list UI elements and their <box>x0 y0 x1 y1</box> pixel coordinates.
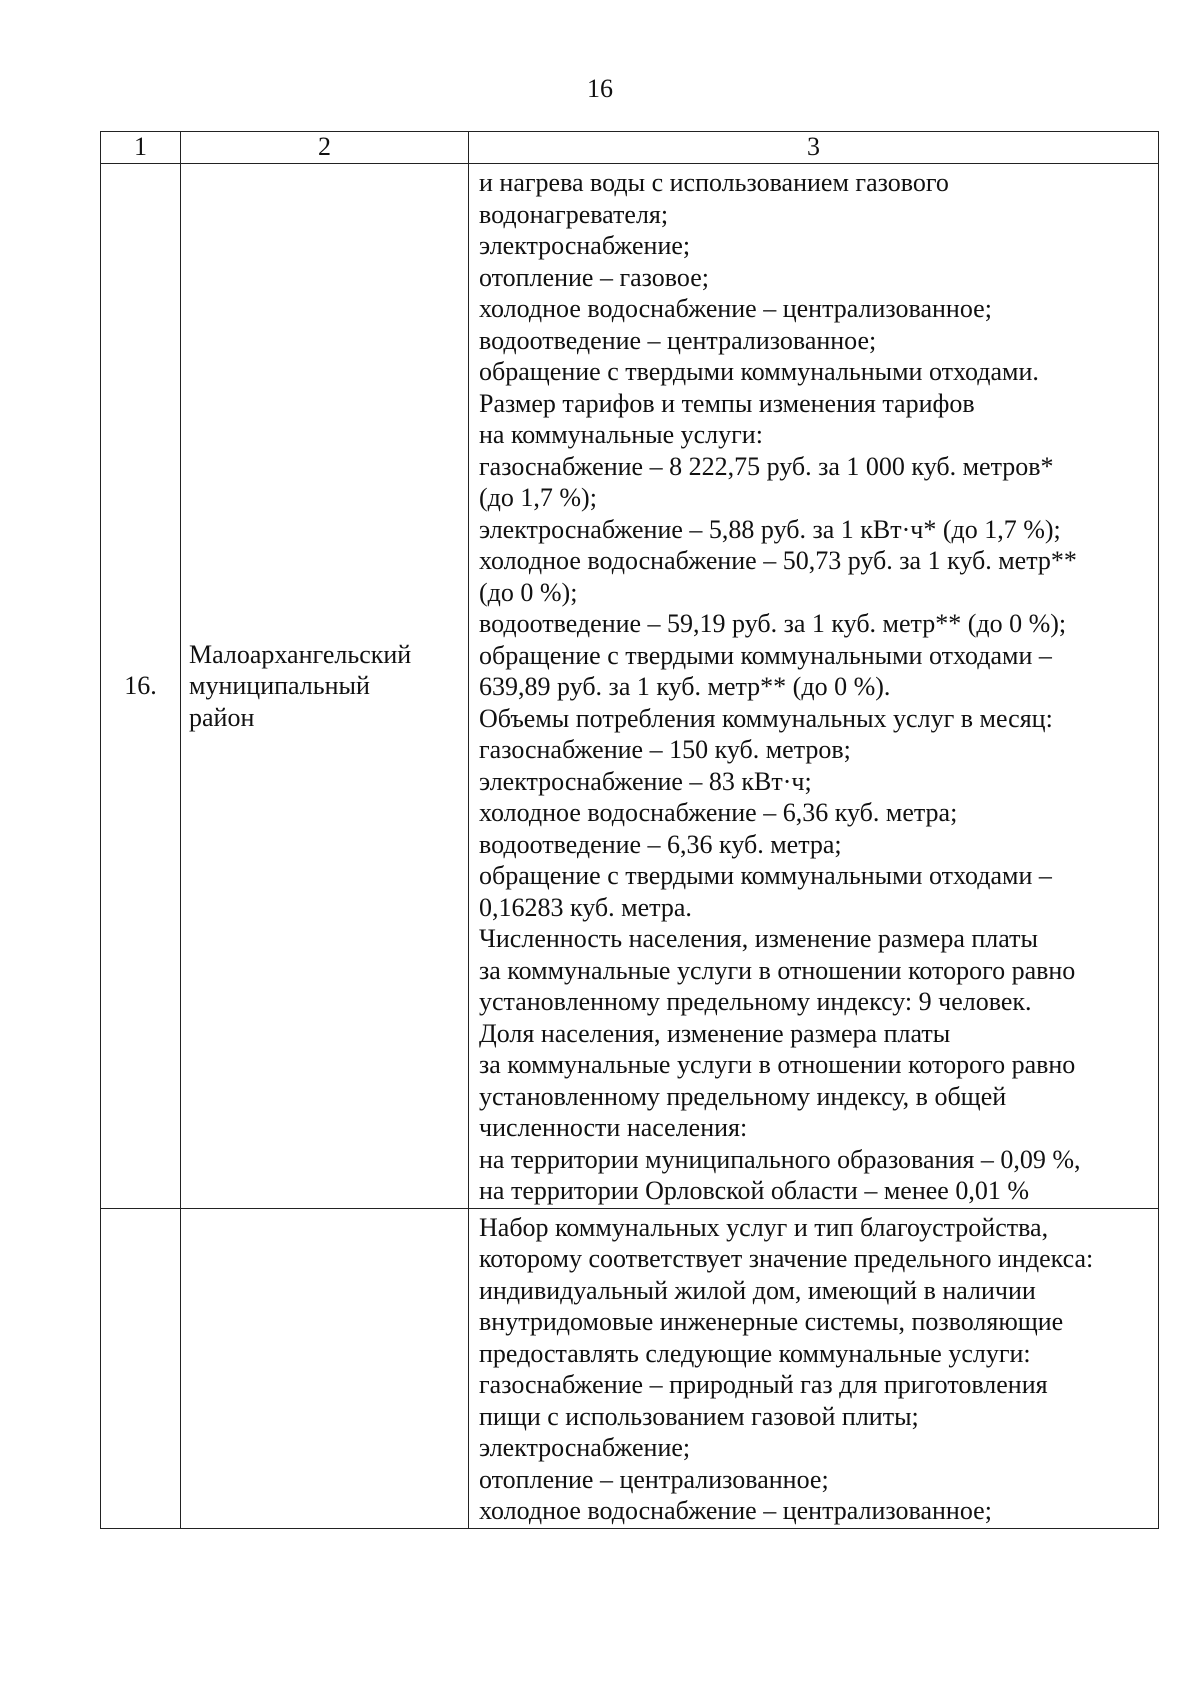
row-number-cell: 16. <box>101 164 181 1209</box>
text-line: пищи с использованием газовой плиты; <box>479 1401 919 1431</box>
text-line: Размер тарифов и темпы изменения тарифов <box>479 388 975 418</box>
text-line: на территории муниципального образования – 0,09 %, <box>479 1144 1081 1174</box>
column-header-1: 1 <box>101 132 181 164</box>
text-line: Объемы потребления коммунальных услуг в месяц: <box>479 703 1053 733</box>
municipality-name-cell-empty <box>181 1208 469 1528</box>
text-line: холодное водоснабжение – 6,36 куб. метра; <box>479 798 958 827</box>
text-line: холодное водоснабжение – 50,73 руб. за 1 куб. метр** <box>479 546 1077 575</box>
description-cell <box>469 164 1159 1209</box>
text-line: которому соответствует значение предельного индекса: <box>479 1244 1094 1273</box>
text-line: на коммунальные услуги: <box>479 420 763 449</box>
text-line: Доля населения, изменение размера платы <box>479 1018 951 1048</box>
text-line: 639,89 руб. за 1 куб. метр** (до 0 %). <box>479 672 891 701</box>
text-line: водонагревателя; <box>479 199 669 229</box>
text-line: водоотведение – 59,19 руб. за 1 куб. метр** (до 0 %); <box>479 609 1067 638</box>
text-line: электроснабжение; <box>479 1433 691 1462</box>
municipality-name-line: Малоархангельский <box>189 639 412 669</box>
page-number: 16 <box>587 74 613 103</box>
municipality-name-line: муниципальный <box>189 671 370 700</box>
text-line: установленному предельному индексу, в общей <box>479 1081 1007 1111</box>
text-line: внутридомовые инженерные системы, позволяющие <box>479 1307 1064 1336</box>
table-row-next <box>101 1208 1159 1528</box>
text-line: (до 0 %); <box>479 577 578 607</box>
municipality-name-line: район <box>189 702 255 732</box>
text-line: за коммунальные услуги в отношении которого равно <box>479 955 1076 985</box>
text-line: индивидуальный жилой дом, имеющий в наличии <box>479 1275 1036 1305</box>
text-line: обращение с твердыми коммунальными отходами. <box>479 357 1039 386</box>
text-line: обращение с твердыми коммунальными отходами – <box>479 861 1052 890</box>
column-header-3: 3 <box>469 132 1159 164</box>
text-line: Численность населения, изменение размера платы <box>479 924 1038 953</box>
text-line: на территории Орловской области – менее 0,01 % <box>479 1176 1029 1205</box>
table-header-row <box>101 132 1159 164</box>
text-line: газоснабжение – 150 куб. метров; <box>479 735 851 764</box>
text-line: водоотведение – 6,36 куб. метра; <box>479 829 842 859</box>
text-line: водоотведение – централизованное; <box>479 325 877 355</box>
text-line: холодное водоснабжение – централизованное; <box>479 1496 992 1525</box>
text-line: обращение с твердыми коммунальными отходами – <box>479 640 1052 670</box>
text-line: отопление – централизованное; <box>479 1464 829 1494</box>
text-line: электроснабжение – 5,88 руб. за 1 кВт·ч* (до 1,7 %); <box>479 514 1061 544</box>
text-line: 0,16283 куб. метра. <box>479 892 692 922</box>
text-line: электроснабжение – 83 кВт·ч; <box>479 766 812 796</box>
text-line: газоснабжение – природный газ для приготовления <box>479 1370 1048 1399</box>
text-line: предоставлять следующие коммунальные услуги: <box>479 1338 1031 1368</box>
text-line: электроснабжение; <box>479 231 691 260</box>
text-line: холодное водоснабжение – централизованное; <box>479 294 992 323</box>
text-line: Набор коммунальных услуг и тип благоустройства, <box>479 1212 1049 1242</box>
text-line: численности населения: <box>479 1113 748 1142</box>
document-table <box>100 131 1159 1529</box>
text-line: отопление – газовое; <box>479 262 709 292</box>
table-row-16 <box>101 164 1159 1209</box>
text-line: (до 1,7 %); <box>479 483 597 512</box>
text-line: и нагрева воды с использованием газового <box>479 168 949 197</box>
text-line: установленному предельному индексу: 9 человек. <box>479 987 1032 1016</box>
text-line: газоснабжение – 8 222,75 руб. за 1 000 куб. метров* <box>479 451 1054 481</box>
municipality-name-cell <box>181 164 469 1209</box>
row-number-cell-empty <box>101 1208 181 1528</box>
column-header-2: 2 <box>181 132 469 164</box>
text-line: за коммунальные услуги в отношении которого равно <box>479 1050 1076 1079</box>
description-cell <box>469 1208 1159 1528</box>
